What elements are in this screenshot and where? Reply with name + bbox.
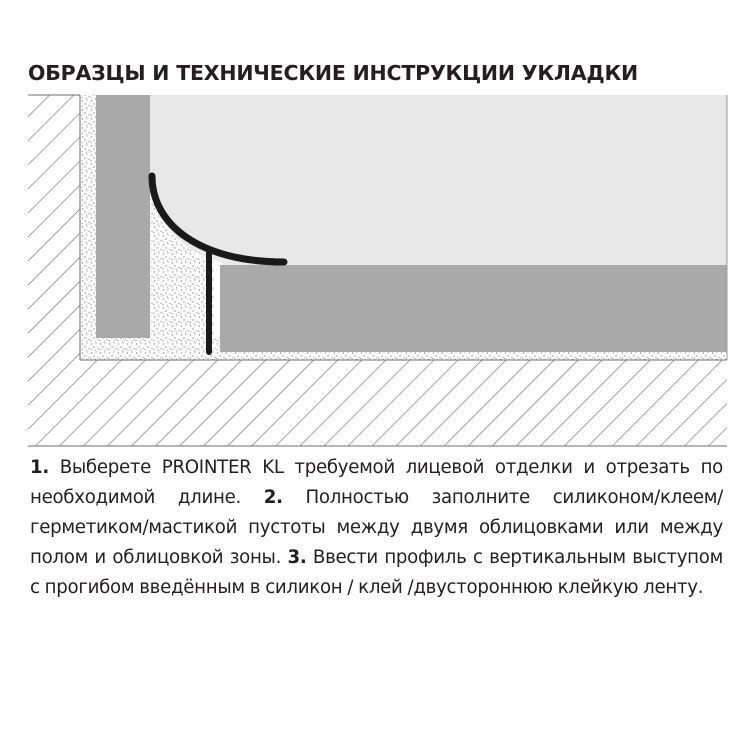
step-2-text: Полностью заполните силиконом/клеем/герметиком/мастикой пустоты между двумя облицовками или между полом и облицовкой зоны. [30,487,723,568]
page-title: ОБРАЗЦЫ И ТЕХНИЧЕСКИЕ ИНСТРУКЦИИ УКЛАДКИ [28,61,638,85]
room-background [150,95,727,265]
step-2-number: 2. [263,487,283,508]
step-3-number: 3. [287,547,307,568]
step-1-text: Выберете PROINTER KL требуемой лицевой отделки и отрезать по необходимой длине. [30,457,723,508]
step-1-number: 1. [30,457,49,478]
installation-instructions [30,453,723,603]
step-3-text: Ввести профиль с вертикальным выступом с прогибом введённым в силикон / клей /двустороннюю клейкую ленту. [30,547,723,598]
floor-tile [220,265,727,352]
wall-tile [96,95,150,338]
